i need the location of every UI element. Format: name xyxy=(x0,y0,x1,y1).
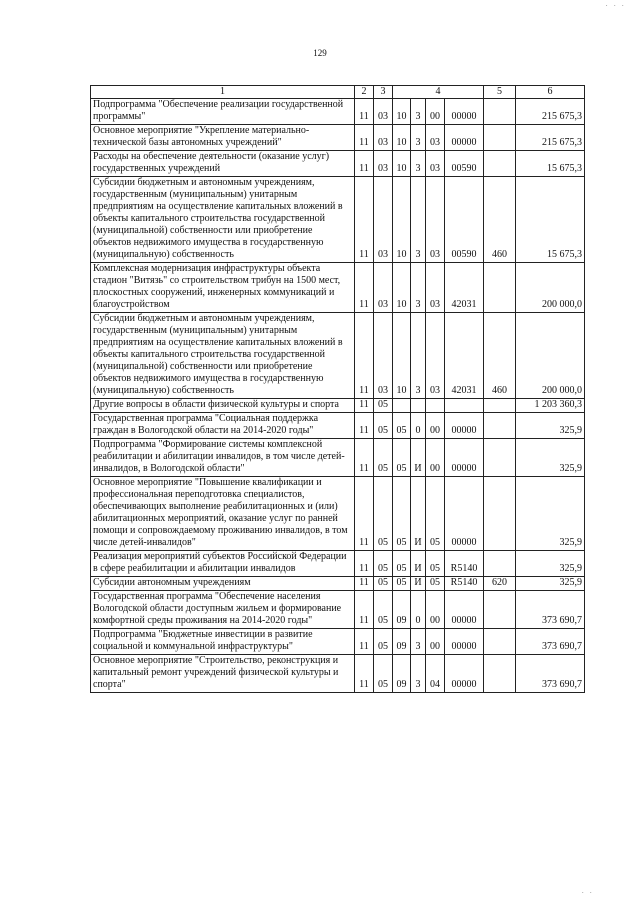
row-expense-type xyxy=(484,263,516,313)
row-subprogram-code: 3 xyxy=(411,313,426,399)
header-col-5: 5 xyxy=(484,86,516,99)
row-activity-code: 03 xyxy=(426,263,445,313)
row-name: Субсидии бюджетным и автономным учреждениям, государственным (муниципальным) унитарным предприятиям на осуществление капитальных вложений в объекты капитального строительства государственной (муниципальной) собственности или приобретение объектов недвижимого имущества в государственную (муниципальную) собственность xyxy=(91,313,355,399)
row-expense-type xyxy=(484,99,516,125)
row-subprogram-code: 3 xyxy=(411,263,426,313)
row-activity-code: 05 xyxy=(426,577,445,591)
row-activity-code: 04 xyxy=(426,655,445,693)
row-expense-type xyxy=(484,413,516,439)
table-row xyxy=(91,399,585,413)
row-activity-code: 00 xyxy=(426,99,445,125)
row-section: 11 xyxy=(355,151,374,177)
header-col-2: 2 xyxy=(355,86,374,99)
row-amount: 325,9 xyxy=(516,477,585,551)
page-number: 129 xyxy=(313,48,327,58)
row-subsection: 03 xyxy=(374,125,393,151)
row-section: 11 xyxy=(355,629,374,655)
row-subprogram-code: И xyxy=(411,577,426,591)
row-amount: 325,9 xyxy=(516,577,585,591)
row-subsection: 05 xyxy=(374,577,393,591)
budget-table xyxy=(90,85,585,693)
row-section: 11 xyxy=(355,551,374,577)
row-section: 11 xyxy=(355,591,374,629)
row-name: Подпрограмма "Формирование системы комплексной реабилитации и абилитации инвалидов, в том числе детей-инвалидов, в Вологодской области" xyxy=(91,439,355,477)
row-section: 11 xyxy=(355,125,374,151)
row-subsection: 03 xyxy=(374,99,393,125)
row-direction-code: 00000 xyxy=(445,655,484,693)
row-direction-code: 00000 xyxy=(445,413,484,439)
row-name: Государственная программа "Обеспечение населения Вологодской области доступным жильем и формирование комфортной среды проживания на 2014-2020 годы" xyxy=(91,591,355,629)
row-section: 11 xyxy=(355,399,374,413)
row-name: Реализация мероприятий субъектов Российской Федерации в сфере реабилитации и абилитации инвалидов xyxy=(91,551,355,577)
row-activity-code: 00 xyxy=(426,413,445,439)
row-amount: 325,9 xyxy=(516,413,585,439)
row-subsection: 05 xyxy=(374,477,393,551)
row-subprogram-code: 3 xyxy=(411,629,426,655)
row-subprogram-code: 0 xyxy=(411,591,426,629)
row-direction-code: R5140 xyxy=(445,551,484,577)
row-subsection: 05 xyxy=(374,399,393,413)
row-program-code: 10 xyxy=(393,177,411,263)
row-amount: 200 000,0 xyxy=(516,313,585,399)
row-name: Субсидии автономным учреждениям xyxy=(91,577,355,591)
row-program-code: 05 xyxy=(393,439,411,477)
row-program-code: 05 xyxy=(393,413,411,439)
row-subprogram-code: И xyxy=(411,439,426,477)
row-expense-type: 620 xyxy=(484,577,516,591)
table-row xyxy=(91,99,585,125)
row-direction-code: 42031 xyxy=(445,263,484,313)
row-amount: 325,9 xyxy=(516,551,585,577)
row-amount: 200 000,0 xyxy=(516,263,585,313)
row-program-code: 05 xyxy=(393,577,411,591)
table-row xyxy=(91,439,585,477)
row-program-code: 10 xyxy=(393,263,411,313)
row-section: 11 xyxy=(355,439,374,477)
row-section: 11 xyxy=(355,477,374,551)
row-name: Основное мероприятие "Строительство, реконструкция и капитальный ремонт учреждений физической культуры и спорта" xyxy=(91,655,355,693)
row-name: Основное мероприятие "Повышение квалификации и профессиональная переподготовка специалистов, обеспечивающих выполнение реабилитационных и (или) абилитационных мероприятий, оказание услуг по ранней помощи и сопровождаемому проживанию инвалидов, в том числе детей-инвалидов" xyxy=(91,477,355,551)
row-program-code: 10 xyxy=(393,151,411,177)
row-expense-type xyxy=(484,629,516,655)
row-subsection: 05 xyxy=(374,591,393,629)
row-name: Подпрограмма "Бюджетные инвестиции в развитие социальной и коммунальной инфраструктуры" xyxy=(91,629,355,655)
row-activity-code: 03 xyxy=(426,151,445,177)
row-expense-type xyxy=(484,125,516,151)
row-amount: 373 690,7 xyxy=(516,591,585,629)
row-section: 11 xyxy=(355,263,374,313)
row-direction-code: 00000 xyxy=(445,591,484,629)
row-expense-type xyxy=(484,477,516,551)
row-subsection: 05 xyxy=(374,413,393,439)
row-name: Подпрограмма "Обеспечение реализации государственной программы" xyxy=(91,99,355,125)
row-activity-code: 00 xyxy=(426,591,445,629)
row-section: 11 xyxy=(355,313,374,399)
row-amount: 15 675,3 xyxy=(516,177,585,263)
table-row xyxy=(91,655,585,693)
table-row xyxy=(91,551,585,577)
row-section: 11 xyxy=(355,99,374,125)
row-program-code: 05 xyxy=(393,477,411,551)
table-row xyxy=(91,477,585,551)
table-row xyxy=(91,577,585,591)
row-amount: 373 690,7 xyxy=(516,655,585,693)
row-activity-code: 00 xyxy=(426,629,445,655)
row-direction-code: 00000 xyxy=(445,125,484,151)
row-subsection: 03 xyxy=(374,263,393,313)
row-direction-code: 00000 xyxy=(445,629,484,655)
row-activity-code: 03 xyxy=(426,313,445,399)
row-name: Другие вопросы в области физической культуры и спорта xyxy=(91,399,355,413)
row-subsection: 03 xyxy=(374,177,393,263)
row-subprogram-code: 3 xyxy=(411,125,426,151)
header-col-4: 4 xyxy=(393,86,484,99)
row-expense-type: 460 xyxy=(484,313,516,399)
row-name: Субсидии бюджетным и автономным учреждениям, государственным (муниципальным) унитарным предприятиям на осуществление капитальных вложений в объекты капитального строительства государственной (муниципальной) собственности или приобретение объектов недвижимого имущества в государственную (муниципальную) собственность xyxy=(91,177,355,263)
row-subprogram-code: 3 xyxy=(411,177,426,263)
row-subsection: 05 xyxy=(374,629,393,655)
row-expense-type xyxy=(484,655,516,693)
table-row xyxy=(91,413,585,439)
row-direction-code: 00000 xyxy=(445,439,484,477)
row-expense-type xyxy=(484,151,516,177)
header-row xyxy=(91,86,585,99)
row-name: Комплексная модернизация инфраструктуры объекта стадион "Витязь" со строительством трибун на 1500 мест, плоскостных сооружений, инженерных коммуникаций и благоустройством xyxy=(91,263,355,313)
row-direction-code: 00590 xyxy=(445,177,484,263)
table-body xyxy=(91,99,585,693)
row-amount: 373 690,7 xyxy=(516,629,585,655)
row-activity-code: 05 xyxy=(426,551,445,577)
row-program-code: 10 xyxy=(393,125,411,151)
table-row xyxy=(91,629,585,655)
row-program-code xyxy=(393,399,411,413)
row-direction-code: 00000 xyxy=(445,477,484,551)
row-subsection: 05 xyxy=(374,655,393,693)
row-section: 11 xyxy=(355,177,374,263)
scan-mark-top: · · · xyxy=(605,2,626,10)
header-col-3: 3 xyxy=(374,86,393,99)
row-expense-type xyxy=(484,551,516,577)
row-subsection: 03 xyxy=(374,151,393,177)
scan-mark-bottom: · · xyxy=(581,889,594,897)
row-section: 11 xyxy=(355,413,374,439)
row-subprogram-code: И xyxy=(411,477,426,551)
row-expense-type xyxy=(484,399,516,413)
row-expense-type: 460 xyxy=(484,177,516,263)
row-amount: 15 675,3 xyxy=(516,151,585,177)
row-subprogram-code: 3 xyxy=(411,151,426,177)
row-subprogram-code: И xyxy=(411,551,426,577)
row-amount: 1 203 360,3 xyxy=(516,399,585,413)
row-name: Государственная программа "Социальная поддержка граждан в Вологодской области на 2014-2020 годы" xyxy=(91,413,355,439)
row-expense-type xyxy=(484,439,516,477)
row-program-code: 10 xyxy=(393,99,411,125)
row-amount: 215 675,3 xyxy=(516,99,585,125)
row-subsection: 05 xyxy=(374,439,393,477)
table-row xyxy=(91,263,585,313)
row-subsection: 05 xyxy=(374,551,393,577)
row-program-code: 09 xyxy=(393,591,411,629)
row-expense-type xyxy=(484,591,516,629)
row-amount: 215 675,3 xyxy=(516,125,585,151)
header-col-6: 6 xyxy=(516,86,585,99)
row-direction-code xyxy=(445,399,484,413)
row-direction-code: 42031 xyxy=(445,313,484,399)
row-program-code: 05 xyxy=(393,551,411,577)
row-activity-code: 05 xyxy=(426,477,445,551)
row-subprogram-code: 3 xyxy=(411,655,426,693)
table-row xyxy=(91,151,585,177)
row-activity-code: 03 xyxy=(426,125,445,151)
row-program-code: 10 xyxy=(393,313,411,399)
row-program-code: 09 xyxy=(393,629,411,655)
row-section: 11 xyxy=(355,577,374,591)
header-col-1: 1 xyxy=(91,86,355,99)
row-amount: 325,9 xyxy=(516,439,585,477)
row-direction-code: 00000 xyxy=(445,99,484,125)
row-name: Основное мероприятие "Укрепление материально-технической базы автономных учреждений" xyxy=(91,125,355,151)
table-row xyxy=(91,177,585,263)
row-activity-code: 00 xyxy=(426,439,445,477)
row-subprogram-code: 3 xyxy=(411,99,426,125)
table-row xyxy=(91,313,585,399)
row-subprogram-code: 0 xyxy=(411,413,426,439)
row-activity-code: 03 xyxy=(426,177,445,263)
row-activity-code xyxy=(426,399,445,413)
row-direction-code: 00590 xyxy=(445,151,484,177)
table-row xyxy=(91,591,585,629)
row-section: 11 xyxy=(355,655,374,693)
row-name: Расходы на обеспечение деятельности (оказание услуг) государственных учреждений xyxy=(91,151,355,177)
row-direction-code: R5140 xyxy=(445,577,484,591)
table-row xyxy=(91,125,585,151)
row-subprogram-code xyxy=(411,399,426,413)
row-program-code: 09 xyxy=(393,655,411,693)
row-subsection: 03 xyxy=(374,313,393,399)
